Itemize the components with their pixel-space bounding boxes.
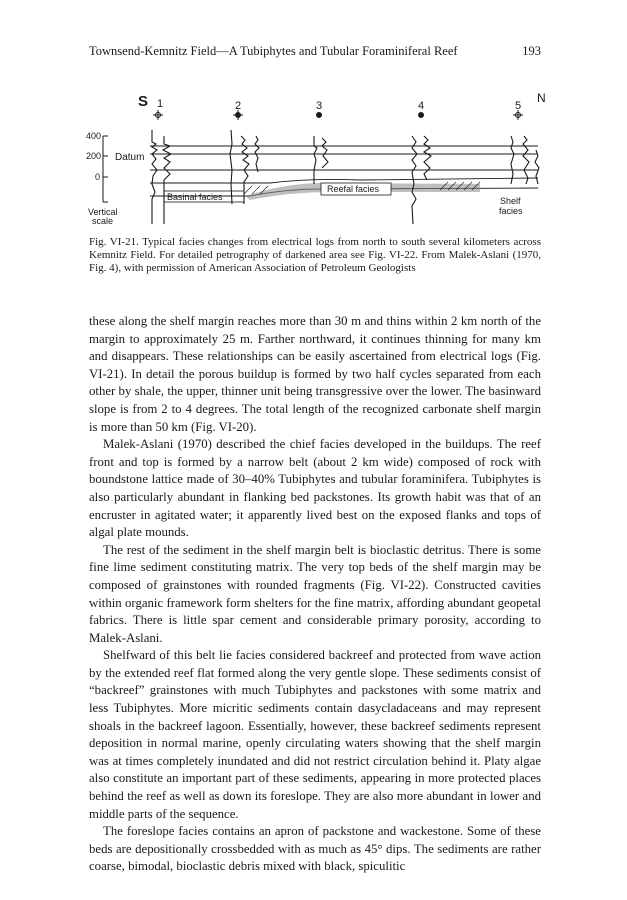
dry-hole-symbol-1 [153,110,163,120]
paragraph-3: The rest of the sediment in the shelf margin belt is bioclastic detritus. There is some fine lime sediment constituting matrix. The very top beds of the shelf margin may be composed of grainstones with rounded fragments (Fig. VI-22). Constructed cavities within organic framework form shelters for the fine matrix, affording abundant geopetal fabrics. There is little spar cement and considerable primary porosity, according to Malek-Aslani. [89,542,541,645]
running-header [89,44,541,64]
paragraph-5: The foreslope facies contains an apron of packstone and wackestone. Some of these beds are depositionally crossbedded with as much as 45° dips. The sediments are rather coarse, bimodal, bioclastic debris mixed with black, spiculitic [89,824,541,874]
electric-log-traces [152,130,539,224]
vertical-scale [86,131,118,226]
log-cross-section-diagram [60,84,560,234]
paragraph-1: these along the shelf margin reaches more than 30 m and thins within 2 km north of the margin to approximately 25 m. Farther northward, it continues thinning for many km and disappears. These relationships can be easily ascertained from electrical logs (Fig. VI-21). In detail the porous buildup is formed by two half cycles separated from each other by shale, the upper, thinner unit being transgressive over the lower. The basinward slope is from 2 to 4 degrees. The total length of the recognized carbonate shelf margin is more than 50 km (Fig. VI-20). [89,314,541,434]
well-number-1: 1 [157,98,164,110]
log-trace-well-2-left [230,130,232,204]
running-title: Townsend-Kemnitz Field—A Tubiphytes and Tubular Foraminiferal Reef [89,44,458,58]
datum-label: Datum [115,152,145,163]
vertical-scale-label-line2: scale [92,216,114,226]
oil-well-symbol-4 [419,113,424,118]
well-number-5: 5 [515,100,522,112]
paragraph-4: Shelfward of this belt lie facies considered backreef and protected from wave action by the extended reef flat formed along the very gentle slope. These sediments consist of “backreef” grainstones with much Tubiphytes and packstones with some matrix and less Tubiphytes. More micritic sediments contain dasycladaceans and may represent shoals in the backreef lagoon. Essentially, however, these backreef sediments represent deposition in normal marine, openly circulating waters showing that the shelf margin was at times completely inundated and did not restrict circulation behind it. Platy algae also constitute an important part of these sediments, appearing in more protected places behind the reef as well as down its foreslope. They are also more abundant in lower and middle parts of the sequence. [89,648,541,821]
log-trace-well-3-left [314,136,317,184]
log-trace-well-1-right [163,136,171,224]
scale-label-200: 200 [86,151,102,161]
facies-log-figure [60,84,560,234]
well-number-2: 2 [235,100,242,112]
figure-caption: Fig. VI-21. Typical facies changes from electrical logs from north to south several kilometers across Kemnitz Field. For detailed petrography of darkened area see Fig. VI-22. From Malek-Aslani (1970, Fig. 4), with permission of American Association of Petroleum Geologists [89,236,541,274]
log-trace-well-4-right [424,136,431,180]
vertical-scale-label-line1: Vertical [88,207,118,217]
shelf-facies-label-line2: facies [499,206,523,216]
log-trace-well-4-left [412,136,417,224]
basinal-facies-label: Basinal facies [167,192,223,202]
log-trace-well-5-right [523,136,529,184]
log-trace-well-3-right [322,138,328,168]
log-trace-well-5-far [535,150,539,184]
shelf-facies-label-line1: Shelf [500,196,521,206]
oil-well-symbol-3 [317,113,322,118]
body-text [89,313,541,876]
well-number-3: 3 [316,100,323,112]
scale-label-400: 400 [86,131,102,141]
log-trace-well-1-left [152,130,157,224]
paragraph-2: Malek-Aslani (1970) described the chief facies developed in the buildups. The reef front and top is formed by a narrow belt (about 2 km wide) composed of rock with boundstone lattice made of 30–40% Tubiphytes and tubular foraminifera. Tubiphytes is also particularly abundant in flanking bed packstones. Its growth habit was that of an encruster in agitated water; it apparently lived best on the exposed flanks and tops of algal plate mounds. [89,437,541,540]
well-number-4: 4 [418,100,425,112]
well-symbols [153,110,523,120]
page-number: 193 [522,44,541,58]
reefal-facies-label: Reefal facies [327,184,380,194]
direction-north-label: N [537,91,546,105]
direction-south-label: S [138,93,149,110]
scale-label-0: 0 [95,172,101,182]
log-trace-well-5-left [511,136,514,184]
